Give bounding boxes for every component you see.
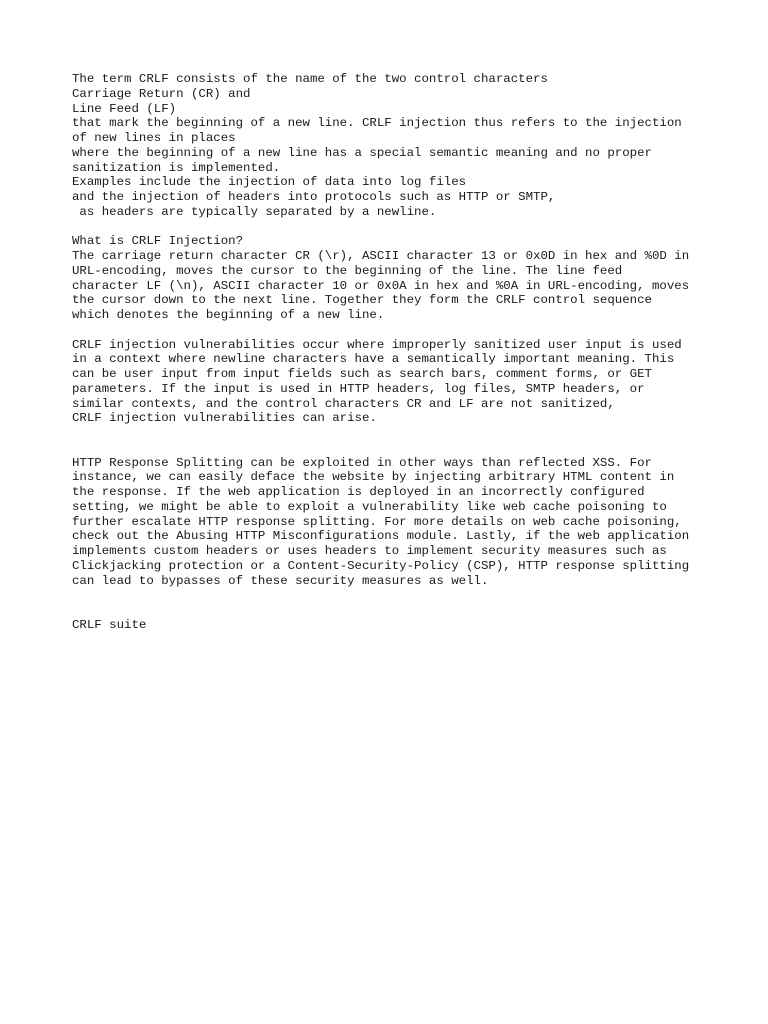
text-line: parameters. If the input is used in HTTP headers, log files, SMTP headers, or xyxy=(72,381,645,396)
intro-paragraph xyxy=(72,72,728,220)
text-line: HTTP Response Splitting can be exploited in other ways than reflected XSS. For xyxy=(72,455,652,470)
text-line: in a context where newline characters have a semantically important meaning. This xyxy=(72,352,675,367)
spacer xyxy=(72,441,728,456)
text-line: sanitization is implemented. xyxy=(72,160,281,175)
text-line: can be user input from input fields such as search bars, comment forms, or GET xyxy=(72,367,652,381)
text-line: setting, we might be able to exploit a vulnerability like web cache poisoning to xyxy=(72,499,667,514)
text-line: CRLF injection vulnerabilities occur where improperly sanitized user input is used xyxy=(72,337,682,352)
text-line: Examples include the injection of data into log files xyxy=(72,175,467,190)
text-line: Clickjacking protection or a Content-Security-Policy (CSP), HTTP response splitting xyxy=(72,558,690,573)
text-line: Line Feed (LF) xyxy=(72,101,177,116)
spacer xyxy=(72,426,728,441)
text-line: the response. If the web application is deployed in an incorrectly configured xyxy=(72,485,645,499)
text-line: character LF (\n), ASCII character 10 or 0x0A in hex and %0A in URL-encoding, moves xyxy=(72,278,690,293)
spacer xyxy=(72,323,728,338)
text-line: CRLF injection vulnerabilities can arise. xyxy=(72,411,377,426)
text-line: as headers are typically separated by a newline. xyxy=(72,204,437,219)
spacer xyxy=(72,220,728,235)
text-line: The term CRLF consists of the name of the two control characters xyxy=(72,72,548,86)
definition-section xyxy=(72,234,728,323)
text-line: where the beginning of a new line has a special semantic meaning and no proper xyxy=(72,145,652,160)
text-line: check out the Abusing HTTP Misconfigurations module. Lastly, if the web application xyxy=(72,529,690,544)
section-heading: What is CRLF Injection? xyxy=(72,234,244,249)
text-line: URL-encoding, moves the cursor to the beginning of the line. The line feed xyxy=(72,263,623,278)
text-line: The carriage return character CR (\r), ASCII character 13 or 0x0D in hex and %0D in xyxy=(72,249,690,263)
text-line: similar contexts, and the control characters CR and LF are not sanitized, xyxy=(72,396,615,411)
footer-note: CRLF suite xyxy=(72,617,147,632)
text-line: Carriage Return (CR) and xyxy=(72,86,251,101)
spacer xyxy=(72,588,728,603)
text-line: the cursor down to the next line. Together they form the CRLF control sequence xyxy=(72,293,652,308)
text-line: that mark the beginning of a new line. CRLF injection thus refers to the injection xyxy=(72,116,682,131)
text-line: implements custom headers or uses headers to implement security measures such as xyxy=(72,544,667,558)
text-line: which denotes the beginning of a new line. xyxy=(72,308,385,322)
text-line: can lead to bypasses of these security measures as well. xyxy=(72,573,489,588)
text-line: of new lines in places xyxy=(72,131,236,145)
spacer xyxy=(72,603,728,618)
response-splitting-paragraph xyxy=(72,456,728,589)
text-line: further escalate HTTP response splitting. For more details on web cache poisoning, xyxy=(72,514,682,529)
vulnerabilities-paragraph xyxy=(72,338,728,427)
text-line: and the injection of headers into protocols such as HTTP or SMTP, xyxy=(72,190,556,204)
text-line: instance, we can easily deface the website by injecting arbitrary HTML content in xyxy=(72,470,675,485)
